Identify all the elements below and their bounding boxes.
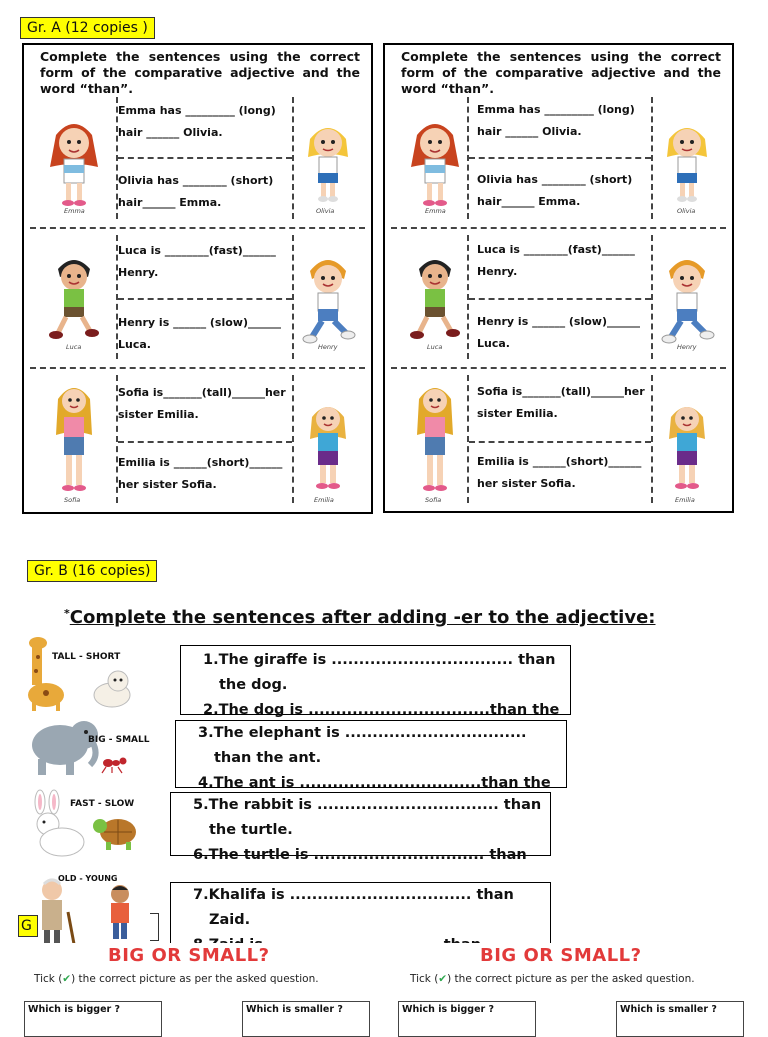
sofia-illustration — [413, 377, 457, 497]
section-divider — [391, 227, 726, 229]
bos-instruction-right — [410, 973, 695, 985]
divider — [292, 375, 294, 503]
bos-instruction-left — [34, 973, 319, 985]
card-instructions: Complete the sentences using the correct form of the comparative adjective and the word “than”. — [401, 49, 721, 96]
divider — [469, 441, 651, 443]
divider — [469, 157, 651, 159]
card-instructions: Complete the sentences using the correct form of the comparative adjective and the word “than”. — [40, 49, 360, 96]
divider — [651, 97, 653, 219]
worksheet-card-left — [22, 43, 373, 514]
question-line: the dog. — [219, 677, 288, 693]
caption-luca: Luca — [66, 343, 82, 351]
question-line: 3.The elephant is ................................. — [198, 725, 527, 741]
divider — [651, 235, 653, 359]
question-box-4 — [170, 882, 551, 944]
sentence-emilia: Emilia is ______(short)______ her sister Sofia. — [477, 455, 642, 490]
group-b-label: Gr. B (16 copies) — [27, 560, 157, 582]
henry-illustration — [655, 251, 717, 345]
divider — [651, 375, 653, 503]
emma-illustration — [405, 115, 465, 211]
question-box-1 — [180, 645, 571, 718]
sentence-henry: Henry is ______ (slow)______ Luca. — [118, 316, 281, 351]
section-divider — [391, 367, 726, 369]
which-bigger-box — [24, 1001, 162, 1037]
instruction-text: ) the correct picture as per the asked question. — [447, 973, 695, 985]
caption-sofia: Sofia — [64, 496, 81, 504]
divider — [469, 298, 651, 300]
divider — [118, 441, 292, 443]
caption-sofia: Sofia — [425, 496, 442, 504]
which-smaller-box — [616, 1001, 744, 1037]
pic-label-old-young: OLD - YOUNG — [58, 874, 118, 883]
caption-henry: Henry — [677, 343, 697, 351]
question-line: 1.The giraffe is ................................. than — [203, 652, 556, 668]
question-line: than the ant. — [214, 750, 322, 766]
question-line: 6.The turtle is ............................... than — [193, 847, 527, 863]
instruction-text: ) the correct picture as per the asked question. — [71, 973, 319, 985]
which-smaller-box — [242, 1001, 370, 1037]
question-line: 2.The dog is .................................than the — [203, 702, 560, 718]
sentence-sofia: Sofia is_______(tall)______her sister Emilia. — [118, 386, 286, 421]
divider — [118, 298, 292, 300]
emilia-illustration — [665, 397, 709, 493]
group-c-label: G — [18, 915, 38, 937]
big-or-small-worksheets — [14, 943, 754, 1024]
question-box-3 — [170, 792, 551, 863]
caption-olivia: Olivia — [316, 207, 335, 215]
question-line: 4.The ant is .................................than the — [198, 775, 551, 791]
pic-label-big-small: BIG - SMALL — [88, 735, 150, 745]
question-line: Zaid. — [209, 912, 251, 928]
giraffe-dog-picture — [26, 637, 136, 713]
divider — [467, 235, 469, 359]
divider — [292, 235, 294, 359]
sentence-olivia: Olivia has ________ (short) hair______ Emma. — [118, 174, 274, 209]
sentence-olivia: Olivia has ________ (short) hair______ Emma. — [477, 173, 633, 208]
bos-title-left: BIG OR SMALL? — [108, 945, 270, 966]
divider — [118, 157, 292, 159]
question-label: Which is smaller ? — [246, 1004, 343, 1015]
emma-illustration — [44, 115, 104, 211]
tick-icon: ✔ — [438, 973, 448, 985]
henry-illustration — [296, 251, 358, 345]
group-b-heading — [64, 607, 656, 628]
group-c-label-edge — [150, 913, 159, 941]
section-divider — [30, 367, 365, 369]
question-label: Which is bigger ? — [402, 1004, 495, 1015]
question-box-2 — [175, 720, 567, 791]
caption-henry: Henry — [318, 343, 338, 351]
khalifa-zaid-picture — [34, 872, 144, 946]
caption-emma: Emma — [64, 207, 85, 215]
instruction-text: Tick ( — [34, 973, 63, 985]
caption-emilia: Emilia — [675, 496, 695, 504]
caption-luca: Luca — [427, 343, 443, 351]
heading-bullet: * — [64, 607, 70, 620]
worksheet-card-right — [383, 43, 734, 513]
heading-text: Complete the sentences after adding -er to the adjective: — [69, 607, 656, 628]
sentence-luca: Luca is ________(fast)______ Henry. — [477, 243, 635, 278]
section-divider — [30, 227, 365, 229]
elephant-ant-picture — [26, 715, 146, 781]
question-label: Which is bigger ? — [28, 1004, 121, 1015]
sentence-emma: Emma has _________ (long) hair ______ Olivia. — [477, 103, 635, 138]
emilia-illustration — [306, 397, 350, 493]
tick-icon: ✔ — [62, 973, 72, 985]
question-line: 7.Khalifa is ................................. than — [193, 887, 514, 903]
question-label: Which is smaller ? — [620, 1004, 717, 1015]
sofia-illustration — [52, 377, 96, 497]
which-bigger-box — [398, 1001, 536, 1037]
group-a-label: Gr. A (12 copies ) — [20, 17, 155, 39]
divider — [292, 97, 294, 219]
divider — [467, 375, 469, 503]
bos-title-right: BIG OR SMALL? — [480, 945, 642, 966]
pic-label-fast-slow: FAST - SLOW — [70, 799, 135, 809]
luca-illustration — [44, 251, 104, 343]
caption-emma: Emma — [425, 207, 446, 215]
sentence-sofia: Sofia is_______(tall)______her sister Emilia. — [477, 385, 645, 420]
sentence-luca: Luca is ________(fast)______ Henry. — [118, 244, 276, 279]
pic-label-tall-short: TALL - SHORT — [52, 652, 121, 662]
caption-olivia: Olivia — [677, 207, 696, 215]
instruction-text: Tick ( — [410, 973, 439, 985]
luca-illustration — [405, 251, 465, 343]
question-line: 5.The rabbit is ................................. than — [193, 797, 542, 813]
sentence-emma: Emma has _________ (long) hair ______ Olivia. — [118, 104, 276, 139]
sentence-henry: Henry is ______ (slow)______ Luca. — [477, 315, 640, 350]
olivia-illustration — [661, 117, 713, 207]
olivia-illustration — [302, 117, 354, 207]
caption-emilia: Emilia — [314, 496, 334, 504]
question-line: the turtle. — [209, 822, 293, 838]
sentence-emilia: Emilia is ______(short)______ her sister Sofia. — [118, 456, 283, 491]
